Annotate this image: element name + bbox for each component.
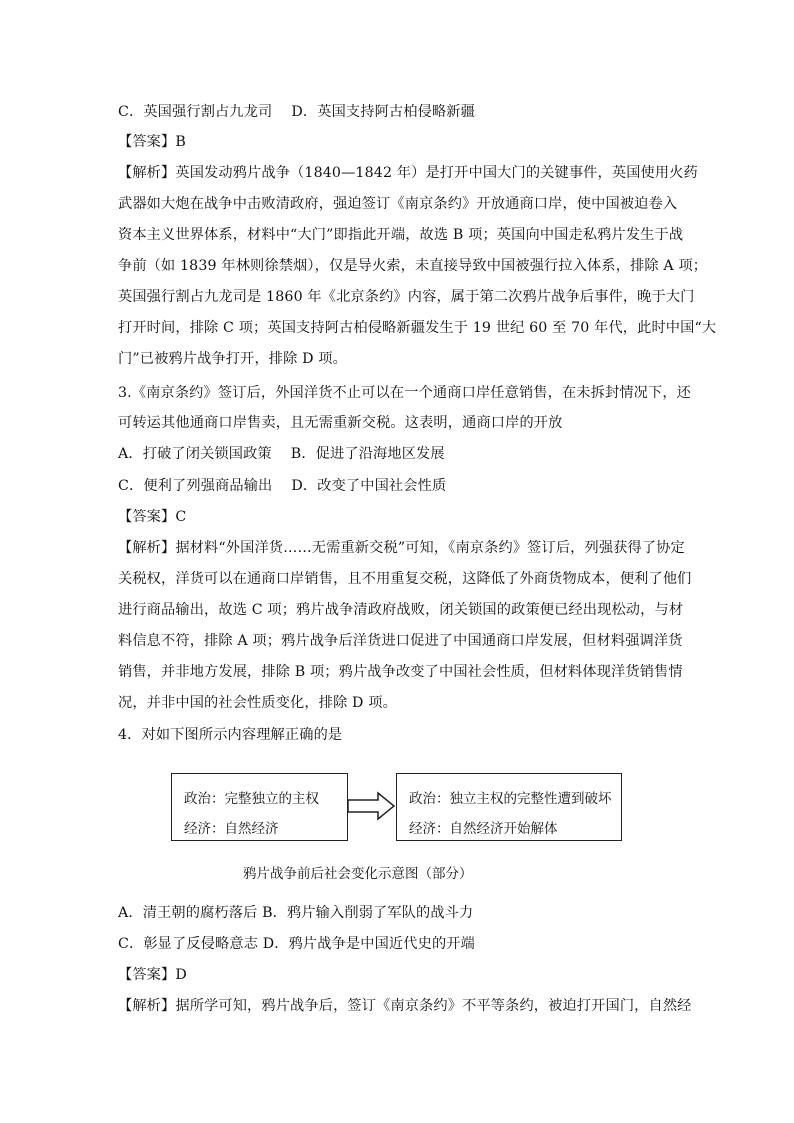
q4-analysis-line: 【解析】据所学可知，鸦片战争后，签订《南京条约》不平等条约，被迫打开国门，自然经: [118, 998, 692, 1014]
diagram-before-box: [171, 773, 348, 841]
q2-analysis-line: 争前（如 1839 年林则徐禁烟），仅是导火索，未直接导致中国被强行拉入体系，排除 A 项；: [118, 258, 708, 274]
q3-option-cd: C．便利了列强商品输出 D．改变了中国社会性质: [118, 478, 447, 494]
diagram-after-economy: 经济：自然经济开始解体: [409, 821, 558, 837]
q3-analysis-line: 料信息不符，排除 A 项；鸦片战争后洋货进口促进了中国通商口岸发展，但材料强调洋货: [118, 633, 683, 649]
q2-analysis-line: 【解析】英国发动鸦片战争（1840—1842 年）是打开中国大门的关键事件，英国使用火药: [118, 165, 698, 181]
q3-stem-line: 3.《南京条约》签订后，外国洋货不止可以在一个通商口岸任意销售，在未拆封情况下，还: [118, 385, 692, 401]
q4-option-ab: A．清王朝的腐朽落后 B．鸦片输入削弱了军队的战斗力: [118, 905, 474, 921]
q3-analysis-line: 【解析】据材料“外国洋货……无需重新交税”可知，《南京条约》签订后，列强获得了协定: [118, 540, 685, 556]
q2-answer: 【答案】B: [118, 134, 186, 150]
q2-analysis-line: 英国强行割占九龙司是 1860 年《北京条约》内容，属于第二次鸦片战争后事件，晚于大门: [118, 289, 695, 305]
q4-stem: 4．对如下图所示内容理解正确的是: [118, 727, 343, 743]
q4-answer: 【答案】D: [118, 967, 187, 983]
q2-option-cd: C．英国强行割占九龙司 D．英国支持阿古柏侵略新疆: [118, 104, 475, 120]
diagram-caption: 鸦片战争前后社会变化示意图（部分）: [243, 866, 473, 882]
q3-option-ab: A．打破了闭关锁国政策 B．促进了沿海地区发展: [118, 446, 445, 462]
q2-analysis-line: 资本主义世界体系，材料中“大门”即指此开端，故选 B 项；英国向中国走私鸦片发生于战: [118, 227, 684, 243]
q2-analysis-line: 打开时间，排除 C 项；英国支持阿古柏侵略新疆发生于 19 世纪 60 至 70 年代，此时中国“大: [118, 320, 717, 336]
q3-analysis-line: 关税权，洋货可以在通商口岸销售，且不用重复交税，这降低了外商货物成本，便利了他们: [118, 571, 692, 587]
diagram-before-economy: 经济：自然经济: [184, 821, 279, 837]
q2-analysis-line: 门”已被鸦片战争打开，排除 D 项。: [118, 351, 347, 367]
q2-analysis-line: 武器如大炮在战争中击败清政府，强迫签订《南京条约》开放通商口岸，使中国被迫卷入: [118, 196, 678, 212]
q3-analysis-line: 销售，并非地方发展，排除 B 项；鸦片战争改变了中国社会性质，但材料体现洋货销售情: [118, 664, 683, 680]
q3-analysis-line: 况，并非中国的社会性质变化，排除 D 项。: [118, 695, 397, 711]
q3-analysis-line: 进行商品输出，故选 C 项；鸦片战争清政府战败，闭关锁国的政策便已经出现松动，与材: [118, 602, 684, 618]
q3-stem-line: 可转运其他通商口岸售卖，且无需重新交税。这表明，通商口岸的开放: [118, 415, 563, 431]
diagram-after-box: [396, 773, 622, 841]
q3-answer: 【答案】C: [118, 509, 187, 525]
diagram-before-politics: 政治：完整独立的主权: [184, 791, 319, 807]
diagram-after-politics: 政治：独立主权的完整性遭到破坏: [409, 791, 612, 807]
q4-option-cd: C．彰显了反侵略意志 D．鸦片战争是中国近代史的开端: [118, 936, 475, 952]
